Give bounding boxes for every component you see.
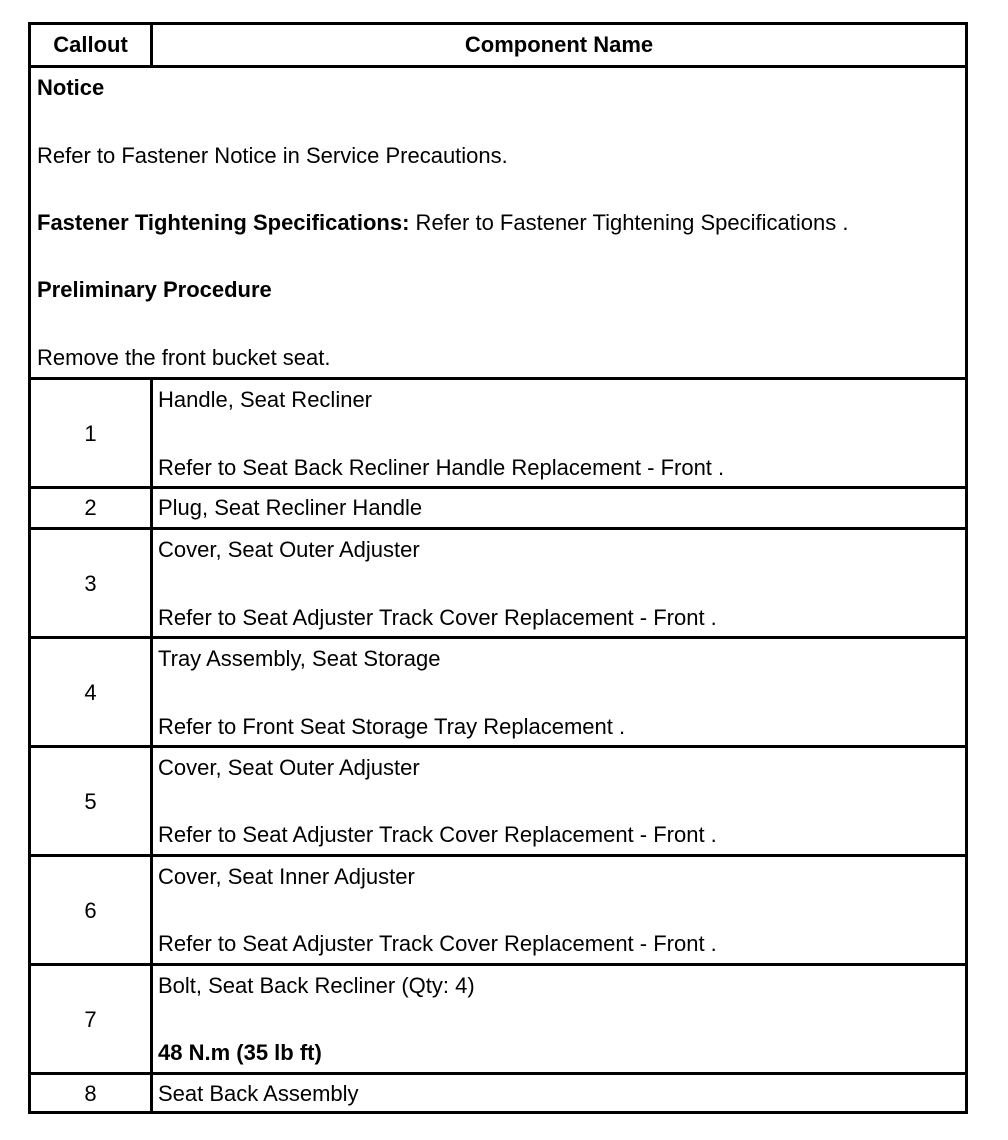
notice-title: Notice xyxy=(37,75,105,100)
component-note: Refer to Front Seat Storage Tray Replacement . xyxy=(158,714,626,739)
callout-number: 7 xyxy=(84,1007,97,1032)
fastener-spec-line xyxy=(37,210,848,236)
callout-number: 2 xyxy=(84,495,97,520)
torque-spec: 48 N.m (35 lb ft) xyxy=(158,1040,322,1065)
row-separator xyxy=(31,527,965,530)
callout-number: 4 xyxy=(84,680,97,705)
component-name: Bolt, Seat Back Recliner (Qty: 4) xyxy=(158,973,475,998)
preliminary-procedure-title: Preliminary Procedure xyxy=(37,277,272,302)
notice-text: Refer to Fastener Notice in Service Precautions. xyxy=(37,143,508,168)
callout-number: 3 xyxy=(84,571,97,596)
row-separator xyxy=(31,636,965,639)
component-name: Seat Back Assembly xyxy=(158,1081,359,1106)
header-bottom-line xyxy=(31,65,965,68)
callout-number: 6 xyxy=(84,898,97,923)
component-note: Refer to Seat Back Recliner Handle Replacement - Front . xyxy=(158,455,725,480)
notice-bottom-line xyxy=(31,377,965,380)
component-name: Cover, Seat Outer Adjuster xyxy=(158,755,420,780)
component-note: Refer to Seat Adjuster Track Cover Replacement - Front . xyxy=(158,822,717,847)
component-note: Refer to Seat Adjuster Track Cover Replacement - Front . xyxy=(158,605,717,630)
row-separator xyxy=(31,486,965,489)
component-name: Cover, Seat Inner Adjuster xyxy=(158,864,415,889)
component-note: Refer to Seat Adjuster Track Cover Replacement - Front . xyxy=(158,931,717,956)
component-name: Handle, Seat Recliner xyxy=(158,387,373,412)
callout-number: 5 xyxy=(84,789,97,814)
fastener-spec-label: Fastener Tightening Specifications: xyxy=(37,210,410,235)
preliminary-procedure-text: Remove the front bucket seat. xyxy=(37,345,331,370)
row-separator xyxy=(31,1072,965,1075)
fastener-spec-text: Refer to Fastener Tightening Specifications . xyxy=(409,210,849,235)
component-table xyxy=(28,22,968,1114)
component-name-header: Component Name xyxy=(464,32,654,57)
callout-header: Callout xyxy=(53,32,128,57)
component-name: Cover, Seat Outer Adjuster xyxy=(158,537,420,562)
row-separator xyxy=(31,745,965,748)
component-name: Tray Assembly, Seat Storage xyxy=(158,646,441,671)
callout-number: 1 xyxy=(84,421,97,446)
callout-number: 8 xyxy=(84,1081,97,1106)
row-separator xyxy=(31,963,965,966)
row-separator xyxy=(31,854,965,857)
component-name: Plug, Seat Recliner Handle xyxy=(158,495,423,520)
